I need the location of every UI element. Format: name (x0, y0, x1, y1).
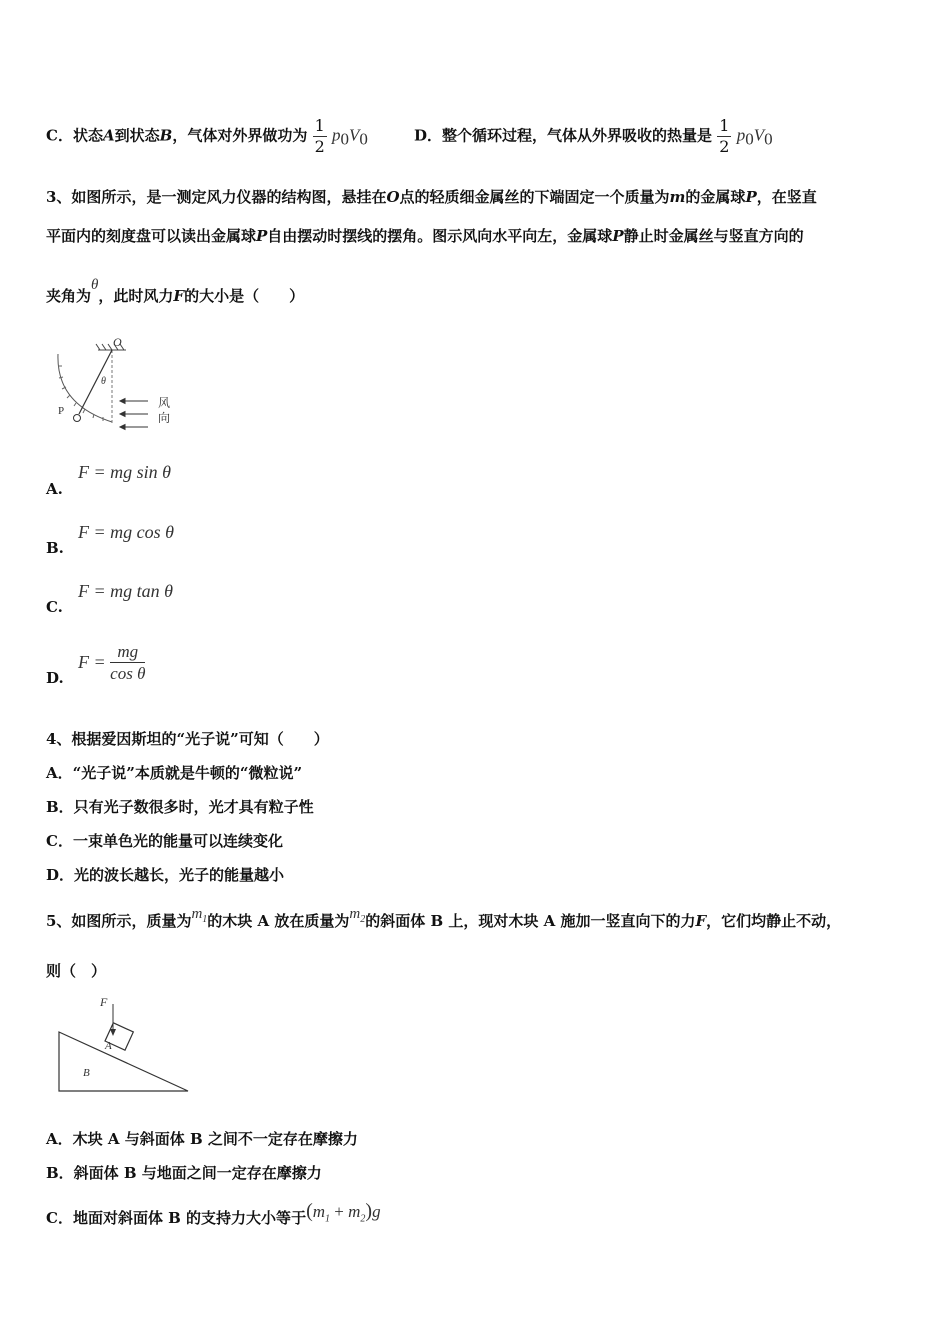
q3-stem-line2: 平面内的刻度盘可以读出金属球P自由摆动时摆线的摆角。图示风向水平向左，金属球P静止时金属丝与竖直方向的 (46, 227, 804, 245)
q3-option-d-formula: F = $\frac{mg}{\text{cos θ}}$ (78, 642, 146, 683)
label-b: B (83, 1067, 90, 1079)
q4-option-c: C．一束单色光的能量可以连续变化 (46, 832, 283, 850)
q5-option-c: C．地面对斜面体 B 的支持力大小等于$(m_1 + m_2)g$ (46, 1200, 381, 1227)
q2-option-c: C．状态A到状态B，气体对外界做功为 $\frac{1}{2}$ $p_0V_0$ (46, 116, 368, 156)
q3-option-c-label: C. (46, 598, 63, 616)
wind-label-b: 向 (158, 411, 171, 425)
q3-option-c-formula: F = mg tan θ (78, 581, 173, 601)
pendulum-wind-figure (48, 334, 178, 434)
wind-arrows (120, 399, 148, 430)
q5-option-b: B．斜面体 B 与地面之间一定存在摩擦力 (46, 1164, 322, 1182)
q3-option-a-label: A. (46, 480, 63, 498)
q5-stem-line2: 则（ ） (46, 962, 107, 980)
wind-label-a: 风 (158, 396, 171, 410)
q4-option-a: A．“光子说”本质就是牛顿的“微粒说” (46, 764, 303, 782)
fraction-half: $\frac{1}{2}$ (314, 116, 325, 156)
scale-ticks (58, 366, 103, 421)
q4-option-d: D．光的波长越长，光子的能量越小 (46, 866, 285, 884)
label-o: O (113, 335, 122, 349)
scale-arc (58, 354, 112, 422)
q3-option-b-label: B. (46, 539, 64, 557)
fraction-half: $\frac{1}{2}$ (719, 116, 730, 156)
q5-option-a: A．木块 A 与斜面体 B 之间不一定存在摩擦力 (46, 1130, 358, 1148)
incline-block-figure (55, 992, 195, 1096)
q3-option-d-label: D. (46, 669, 64, 687)
label-f: F (100, 995, 108, 1009)
q4-option-b: B．只有光子数很多时，光才具有粒子性 (46, 798, 314, 816)
q3-option-a-formula: F = mg sin θ (78, 462, 171, 482)
label-theta: θ (101, 376, 106, 387)
label-p: P (58, 405, 65, 417)
q2-option-d: D．整个循环过程，气体从外界吸收的热量是 $\frac{1}{2}$ $p_0V_0$ (414, 116, 773, 156)
ball-p (74, 415, 81, 422)
q4-stem: 4、根据爱因斯坦的“光子说”可知（ ） (46, 730, 329, 748)
q3-stem-line3: 夹角为θ，此时风力F的大小是（ ） (46, 277, 305, 305)
wire (79, 350, 112, 414)
q3-option-b-formula: F = mg cos θ (78, 522, 174, 542)
label-a: A (105, 1040, 112, 1052)
q5-stem-line1: 5、如图所示，质量为$m_1$的木块 A 放在质量为$m_2$的斜面体 B 上，现对木块 A 施加一竖直向下的力F，它们均静止不动， (46, 906, 842, 930)
q3-stem-line1: 3、如图所示，是一测定风力仪器的结构图，悬挂在O点的轻质细金属丝的下端固定一个质量为m的金属球P，在竖直 (46, 188, 817, 206)
